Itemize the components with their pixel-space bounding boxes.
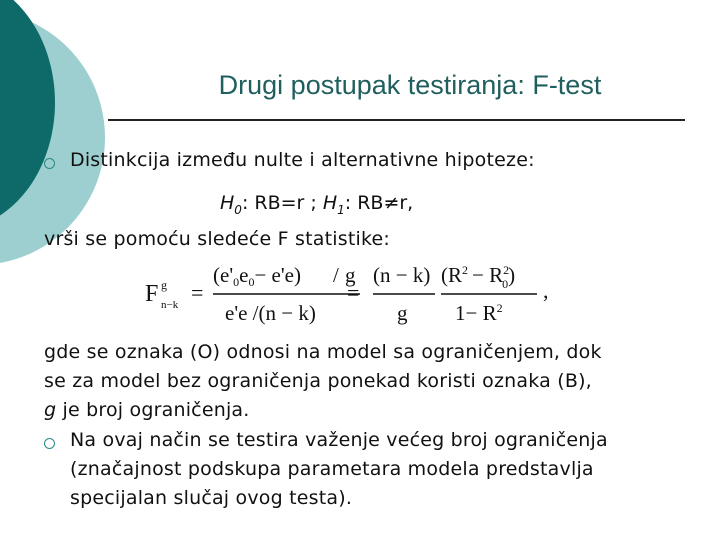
numerator-slash: / — [333, 263, 339, 287]
explain-line-3: g je broj ograničenja. — [44, 399, 250, 421]
numerator-g: g — [345, 263, 356, 287]
intro-text: Distinkcija između nulte i alternativne hipoteze: — [70, 149, 535, 171]
numerator-1: (e'0e0− e'e) — [213, 263, 301, 289]
numerator-r2: ($R^2 - R^2$ 0) — [441, 263, 516, 291]
bullet-icon — [44, 438, 55, 449]
bullet2-line-3: specijalan slučaj ovog testa). — [70, 487, 353, 509]
explain-line-2: se za model bez ograničenja ponekad koristi oznaka (B), — [44, 370, 592, 392]
f-statistic-formula — [145, 256, 565, 330]
denominator-1: e'e /(n − k) — [225, 301, 316, 325]
equals-2: = — [347, 280, 360, 305]
denominator-r2: $1- R^2$ — [455, 301, 503, 325]
explain-line-1: gde se oznaka (O) odnosi na model sa ograničenjem, dok — [44, 341, 602, 363]
equals-1: = — [191, 280, 204, 305]
bullet2-line-2: (značajnost podskupa parametara modela predstavlja — [70, 458, 594, 480]
f-subscript: n−k — [161, 299, 179, 311]
numerator-nk: (n − k) — [373, 263, 431, 287]
f-superscript: g — [161, 278, 167, 292]
bullet-icon — [44, 158, 55, 169]
title-underline — [108, 119, 685, 121]
slide-title: Drugi postupak testiranja: F-test — [218, 70, 602, 100]
formula-comma: , — [543, 278, 549, 303]
bullet2-line-1: Na ovaj način se testira važenje većeg broj ograničenja — [70, 429, 608, 451]
denominator-g: g — [397, 301, 408, 325]
hypotheses-line: $H_0$: RB=r ; $H_1$: RB≠r, — [220, 192, 414, 217]
statistic-intro: vrši se pomoću sledeće F statistike: — [44, 228, 390, 250]
f-symbol: F — [145, 281, 159, 307]
